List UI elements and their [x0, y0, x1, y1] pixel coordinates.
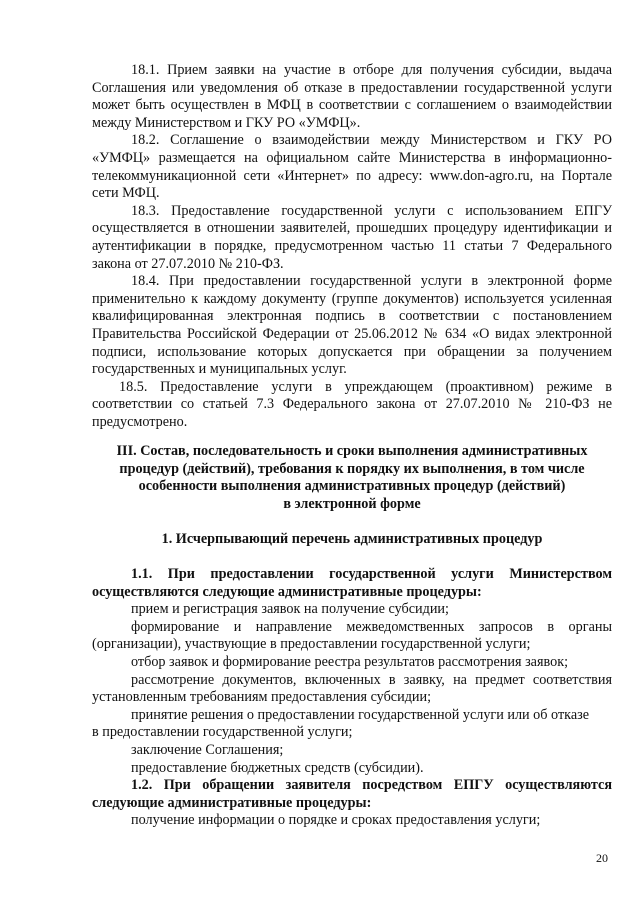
- list-item: формирование и направление межведомственных запросов в органы (организации), участвующие в предоставлении государственной услуги;: [92, 618, 612, 653]
- procedures-block: [92, 566, 612, 830]
- paragraph-18-3: 18.3. Предоставление государственной услуги с использованием ЕПГУ осуществляется в отношении заявителей, прошедших процедуру идентификации и аутентификации в порядке, предусмотренном частью 11 статьи 7 Федерального закона от 27.07.2010 № 210-ФЗ.: [92, 202, 612, 272]
- subheading-block: [92, 531, 612, 549]
- list-item: заключение Соглашения;: [131, 741, 284, 758]
- section-heading-line: III. Состав, последовательность и сроки выполнения административных: [116, 443, 588, 459]
- paragraph-18-1: 18.1. Прием заявки на участие в отборе для получения субсидии, выдача Соглашения или уведомления об отказе в предоставлении государственной услуги может быть осуществлен в МФЦ в соответствии с соглашением о взаимодействии между Министерством и ГКУ РО «УМФЦ».: [92, 62, 612, 131]
- list-item: принятие решения о предоставлении государственной услуги или об отказе: [131, 706, 590, 723]
- list-item: отбор заявок и формирование реестра результатов рассмотрения заявок;: [131, 653, 569, 670]
- list-item: получение информации о порядке и сроках предоставления услуги;: [131, 812, 541, 829]
- subheading-1: 1. Исчерпывающий перечень административных процедур: [161, 531, 543, 547]
- list-item: предоставление бюджетных средств (субсидии).: [131, 759, 424, 776]
- page-number: 20: [596, 851, 608, 865]
- clause-1-1: 1.1. При предоставлении государственной услуги Министерством осуществляются следующие административные процедуры:: [92, 566, 612, 600]
- section-heading-line: в электронной форме: [283, 495, 421, 512]
- paragraph-18-4: 18.4. При предоставлении государственной услуги в электронной форме применительно к каждому документу (группе документов) используется усиленная квалифицированная электронная подпись в соответствии с постановлением Правительства Российской Федерации от 25.06.2012 № 634 «О видах электронной подписи, использование которых допускается при обращении за получением государственных и муниципальных услуг.: [92, 273, 612, 378]
- intro-paragraphs: [92, 62, 612, 431]
- list-item: рассмотрение документов, включенных в заявку, на предмет соответствия установленным требованиям предоставления субсидии;: [92, 671, 612, 706]
- paragraph-18-5: 18.5. Предоставление услуги в упреждающем (проактивном) режиме в соответствии со статьей 7.3 Федерального закона от 27.07.2010 № 210-ФЗ не предусмотрено.: [92, 378, 612, 430]
- paragraph-18-2: 18.2. Соглашение о взаимодействии между Министерством и ГКУ РО «УМФЦ» размещается на официальном сайте Министерства в информационно-телекоммуникационной сети «Интернет» по адресу: www.don-agro.ru, на Портале сети МФЦ.: [92, 132, 612, 202]
- list-item: в предоставлении государственной услуги;: [92, 724, 353, 741]
- section-heading-line: особенности выполнения административных процедур (действий): [138, 478, 566, 495]
- section-heading-line: процедур (действий), требования к порядку их выполнения, в том числе: [119, 460, 585, 477]
- clause-1-2: 1.2. При обращении заявителя посредством ЕПГУ осуществляются следующие административные процедуры:: [92, 777, 612, 811]
- list-item: прием и регистрация заявок на получение субсидии;: [131, 601, 449, 618]
- section-heading: [92, 443, 612, 513]
